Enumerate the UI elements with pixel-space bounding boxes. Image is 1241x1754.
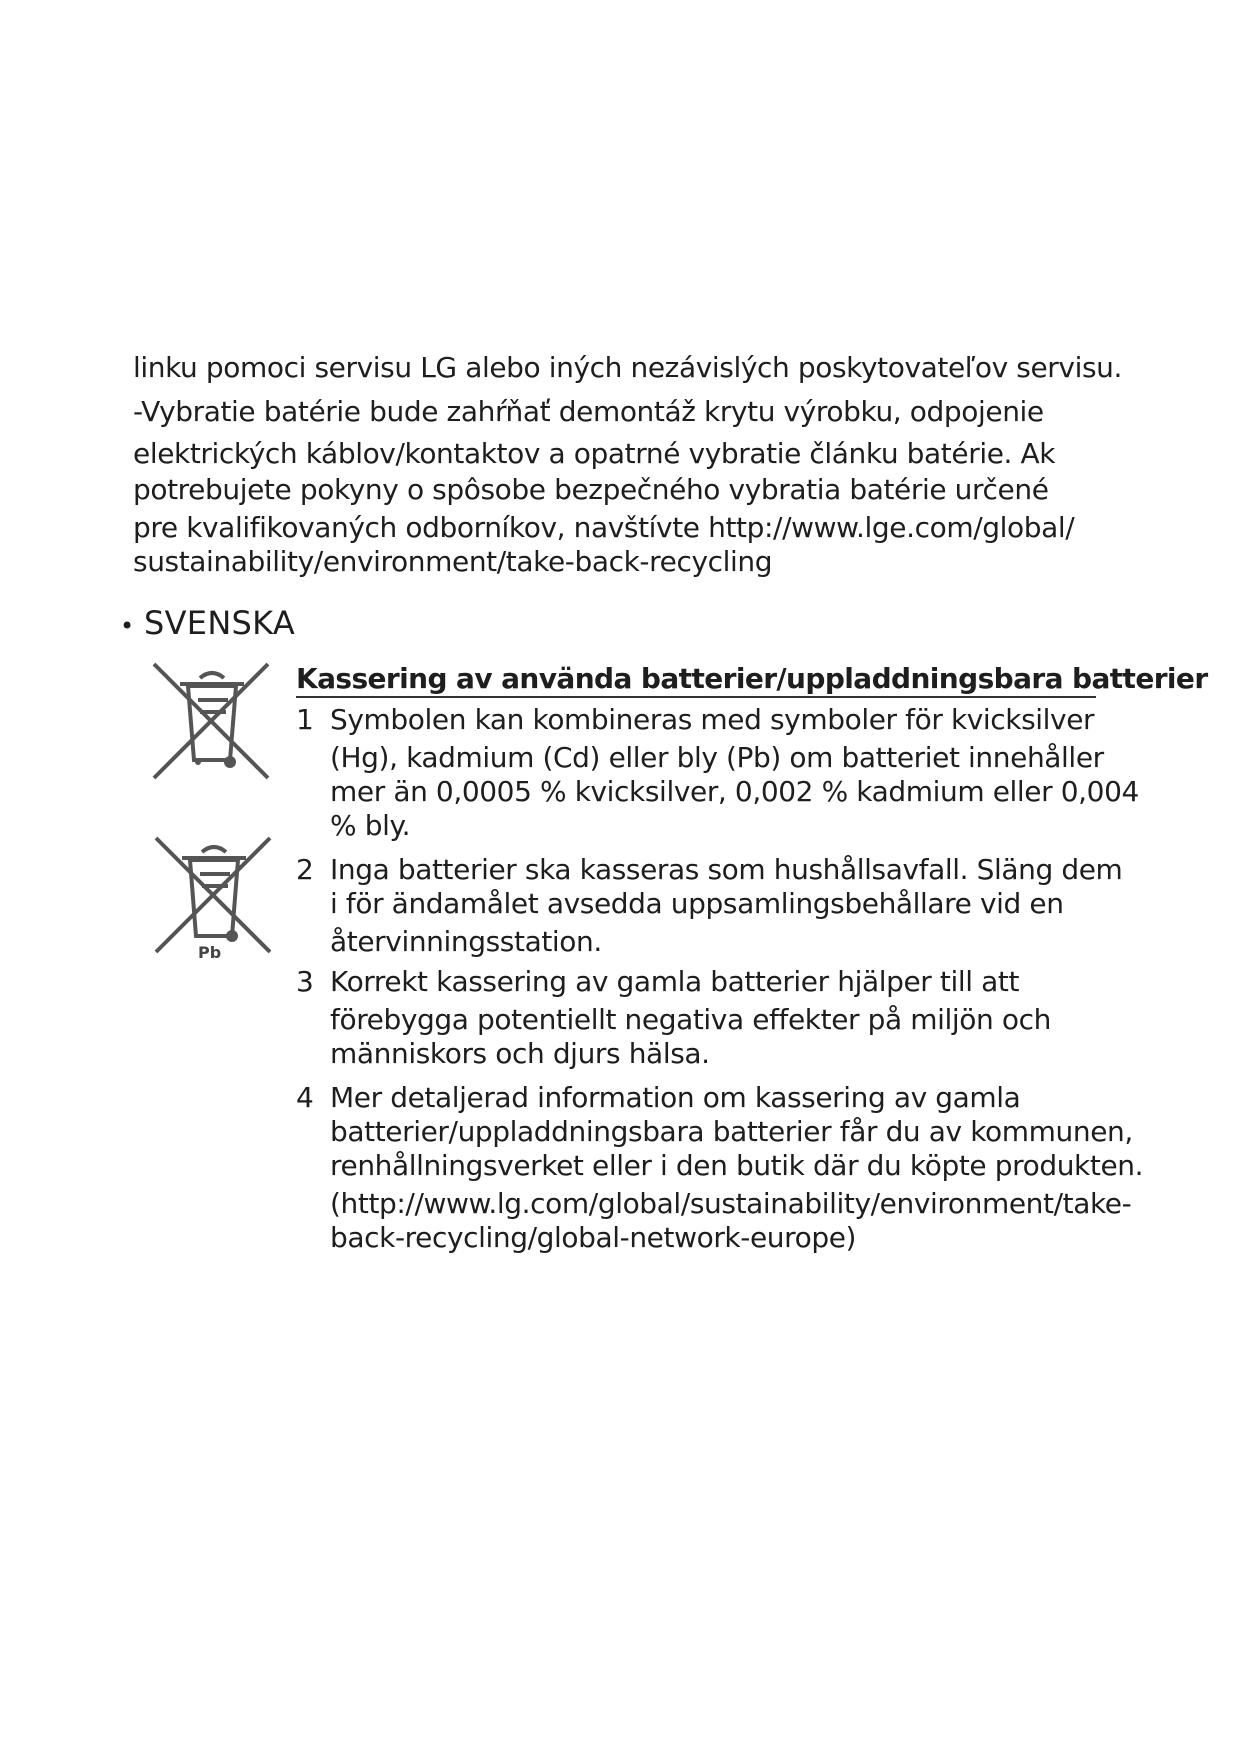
list-item-line: Inga batterier ska kasseras som hushållsavfall. Släng dem [330, 853, 1123, 886]
pb-label: Pb [198, 943, 222, 960]
list-item-line: återvinningsstation. [330, 925, 602, 958]
list-item-line: Symbolen kan kombineras med symboler för kvicksilver [330, 703, 1095, 736]
list-item-line: (http://www.lg.com/global/sustainability/environment/take- [330, 1187, 1132, 1220]
list-item-line: mer än 0,0005 % kvicksilver, 0,002 % kadmium eller 0,004 [330, 775, 1139, 808]
intro-line: -Vybratie batérie bude zahŕňať demontáž krytu výrobku, odpojenie [133, 395, 1044, 428]
item-number: 4 [296, 1081, 314, 1114]
list-item-line: back-recycling/global-network-europe) [330, 1221, 857, 1254]
list-item-line: Korrekt kassering av gamla batterier hjälper till att [330, 965, 1020, 998]
intro-line: pre kvalifikovaných odborníkov, navštívte http://www.lge.com/global/ [133, 511, 1075, 544]
intro-line: elektrických káblov/kontaktov a opatrné vybratie článku batérie. Ak [133, 437, 1056, 470]
intro-line: linku pomoci servisu LG alebo iných nezávislých poskytovateľov servisu. [133, 351, 1122, 384]
list-item-line: Mer detaljerad information om kassering av gamla [330, 1081, 1021, 1114]
list-item-line: (Hg), kadmium (Cd) eller bly (Pb) om batteriet innehåller [330, 741, 1104, 774]
crossed-bin-pb-icon [152, 832, 274, 960]
section-title: SVENSKA [144, 604, 296, 642]
list-item-line: i för ändamålet avsedda uppsamlingsbehållare vid en [330, 887, 1064, 920]
list-item-line: förebygga potentiellt negativa effekter på miljön och [330, 1003, 1051, 1036]
item-number: 3 [296, 965, 314, 998]
section-heading: Kassering av använda batterier/uppladdningsbara batterier [296, 662, 1208, 695]
list-item-line: % bly. [330, 809, 411, 842]
section-bullet: • [120, 612, 135, 640]
heading-underline [296, 696, 1096, 698]
intro-line: potrebujete pokyny o spôsobe bezpečného vybratia batérie určené [133, 473, 1049, 506]
list-item-line: renhållningsverket eller i den butik där du köpte produkten. [330, 1149, 1144, 1182]
item-number: 2 [296, 853, 314, 886]
item-number: 1 [296, 703, 314, 736]
list-item-line: människors och djurs hälsa. [330, 1037, 710, 1070]
list-item-line: batterier/uppladdningsbara batterier får du av kommunen, [330, 1115, 1133, 1148]
crossed-bin-icon [150, 656, 272, 784]
intro-line: sustainability/environment/take-back-recycling [133, 545, 773, 578]
